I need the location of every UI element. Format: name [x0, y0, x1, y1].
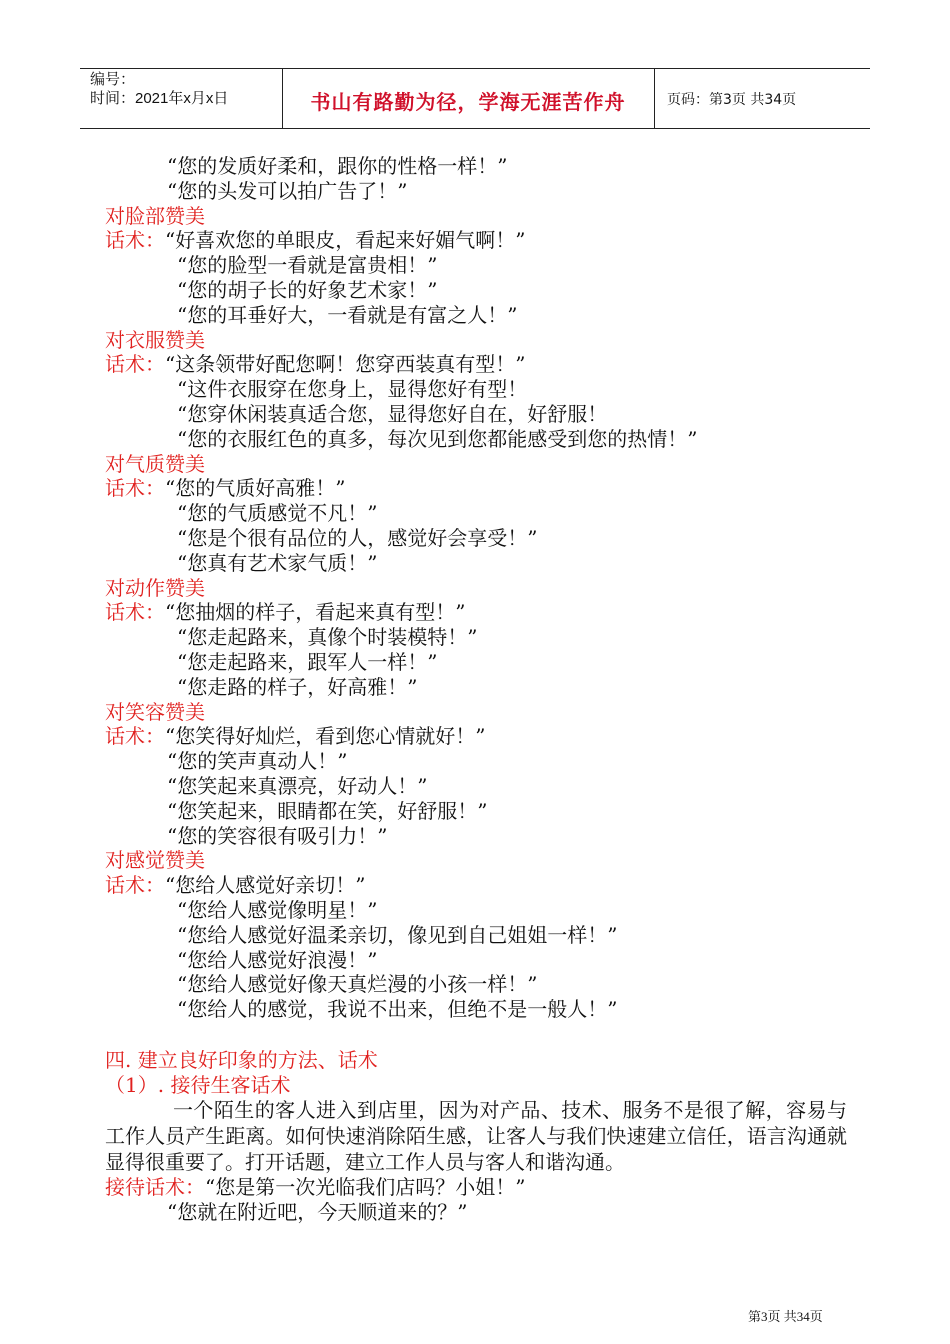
- quote-text: “您笑得好灿烂，看到您心情就好！”: [165, 724, 486, 749]
- quote-line: “您穿休闲装真适合您，显得您好自在，好舒服！: [177, 401, 608, 426]
- header-page-info: 页码：第3页 共34页: [667, 92, 797, 108]
- script-label: 话术：: [105, 228, 165, 253]
- quote-line: “这件衣服穿在您身上，显得您好有型！: [177, 377, 528, 402]
- section-heading: 对笑容赞美: [105, 699, 205, 724]
- script-first-line: [105, 476, 855, 501]
- script-first-line: [105, 600, 855, 625]
- quote-line: “您的笑容很有吸引力！”: [167, 823, 388, 848]
- quote-line: “您的胡子长的好象艺术家！”: [177, 277, 438, 302]
- header-divider: [654, 68, 655, 129]
- body-paragraph: 一个陌生的客人进入到店里，因为对产品、技术、服务不是很了解，容易与工作人员产生距离。如何快速消除陌生感，让客人与我们快速建立信任，语言沟通就显得很重要了。打开话题，建立工作人员与客人和谐沟通。: [105, 1098, 847, 1175]
- page-footer: 第3页 共34页: [748, 1309, 823, 1324]
- script-first-line: [105, 352, 855, 377]
- quote-line: “您给人感觉好浪漫！”: [177, 947, 378, 972]
- subsection-heading: （1）. 接待生客话术: [105, 1072, 291, 1097]
- reception-label: 接待话术：: [105, 1175, 205, 1200]
- quote-line: “您的脸型一看就是富贵相！”: [177, 253, 438, 278]
- header-top-rule: [80, 68, 870, 69]
- script-label: 话术：: [105, 600, 165, 625]
- script-label: 话术：: [105, 724, 165, 749]
- quote-line: “您真有艺术家气质！”: [177, 550, 378, 575]
- quote-line: “您的头发可以拍广告了！”: [167, 178, 408, 203]
- quote-line: “您就在附近吧，今天顺道来的？”: [167, 1200, 468, 1225]
- section-heading: 对动作赞美: [105, 575, 205, 600]
- quote-line: “您走起路来，真像个时装模特！”: [177, 625, 478, 650]
- quote-line: “您是个很有品位的人，感觉好会享受！”: [177, 525, 538, 550]
- time-label: 时间：2021年x月x日: [90, 90, 229, 107]
- section-4-heading: 四. 建立良好印象的方法、话术: [105, 1047, 378, 1072]
- quote-line: “您的笑声真动人！”: [167, 749, 348, 774]
- script-label: 话术：: [105, 352, 165, 377]
- quote-line: “您的耳垂好大，一看就是有富之人！”: [177, 302, 518, 327]
- quote-line: “您笑起来，眼睛都在笑，好舒服！”: [167, 798, 488, 823]
- header-motto: 书山有路勤为径，学海无涯苦作舟: [310, 90, 626, 114]
- spacer: [105, 1022, 855, 1048]
- quote-line: “您给人感觉好温柔亲切，像见到自己姐姐一样！”: [177, 922, 618, 947]
- section-heading: 对脸部赞美: [105, 203, 205, 228]
- script-first-line: [105, 228, 855, 253]
- quote-text: “这条领带好配您啊！您穿西装真有型！”: [165, 352, 526, 377]
- number-label: 编号：: [90, 71, 136, 88]
- quote-line: “您的气质感觉不凡！”: [177, 501, 378, 526]
- document-body: [105, 154, 855, 1225]
- quote-text: “您给人感觉好亲切！”: [165, 873, 366, 898]
- quote-text: “好喜欢您的单眼皮，看起来好媚气啊！”: [165, 228, 526, 253]
- quote-text: “您是第一次光临我们店吗？小姐！”: [205, 1175, 526, 1200]
- script-label: 话术：: [105, 873, 165, 898]
- reception-first-line: [105, 1175, 855, 1200]
- page-header: [80, 68, 870, 130]
- quote-line: “您给人的感觉，我说不出来，但绝不是一般人！”: [177, 997, 618, 1022]
- quote-line: “您给人感觉像明星！”: [177, 897, 378, 922]
- script-label: 话术：: [105, 476, 165, 501]
- section-heading: 对感觉赞美: [105, 848, 205, 873]
- header-meta: [90, 70, 228, 108]
- header-bottom-rule: [80, 128, 870, 129]
- quote-line: “您的发质好柔和，跟你的性格一样！”: [167, 154, 508, 178]
- quote-text: “您的气质好高雅！”: [165, 476, 346, 501]
- quote-line: “您笑起来真漂亮，好动人！”: [167, 773, 428, 798]
- quote-text: “您抽烟的样子，看起来真有型！”: [165, 600, 466, 625]
- script-first-line: [105, 724, 855, 749]
- section-heading: 对气质赞美: [105, 451, 205, 476]
- script-first-line: [105, 873, 855, 898]
- section-heading: 对衣服赞美: [105, 327, 205, 352]
- quote-line: “您走起路来，跟军人一样！”: [177, 649, 438, 674]
- quote-line: “您给人感觉好像天真烂漫的小孩一样！”: [177, 972, 538, 997]
- quote-line: “您的衣服红色的真多，每次见到您都能感受到您的热情！”: [177, 426, 698, 451]
- quote-line: “您走路的样子，好高雅！”: [177, 674, 418, 699]
